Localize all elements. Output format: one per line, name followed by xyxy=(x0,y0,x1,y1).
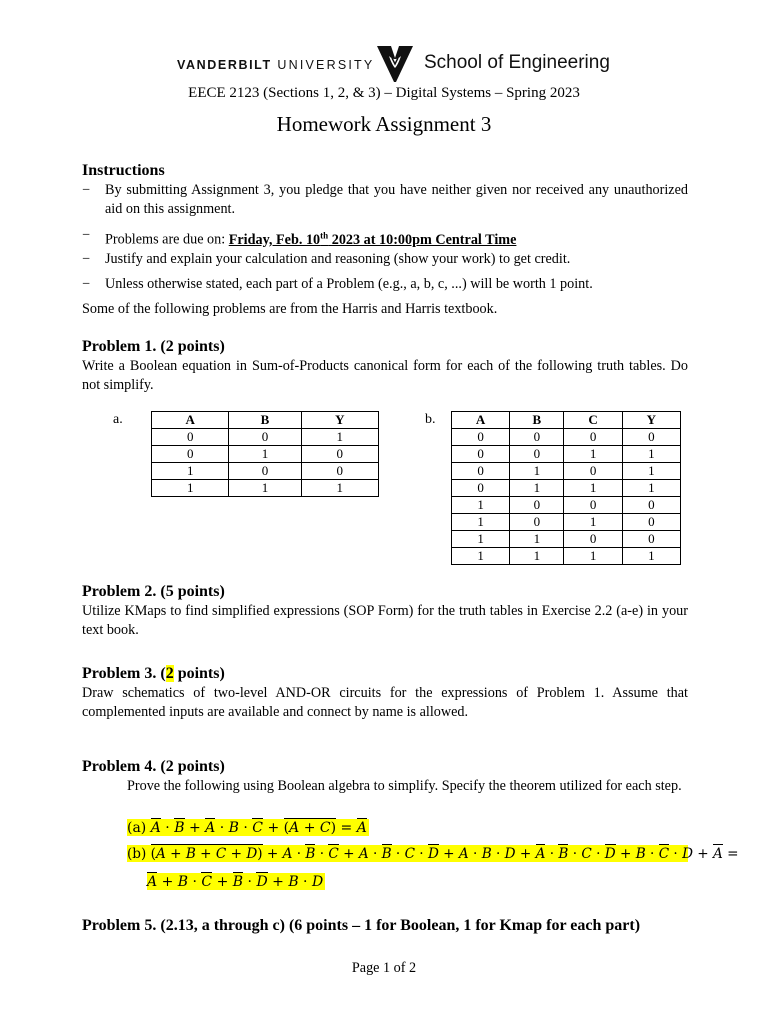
school-name: School of Engineering xyxy=(424,52,610,73)
vanderbilt-v-icon xyxy=(375,44,415,84)
table-cell: 1 xyxy=(564,548,622,565)
table-cell: 1 xyxy=(510,463,564,480)
table-cell: 0 xyxy=(452,446,510,463)
bullet-marker: − xyxy=(82,251,91,267)
table-cell: 1 xyxy=(564,480,622,497)
due-date: Friday, Feb. 10th 2023 at 10:00pm Central Time xyxy=(228,230,517,248)
university-wordmark: VANDERBILT UNIVERSITY xyxy=(177,58,375,72)
column-header: B xyxy=(229,412,301,429)
bullet-marker: − xyxy=(82,276,91,292)
table-cell: 1 xyxy=(622,446,680,463)
table-cell: 1 xyxy=(152,480,229,497)
column-header: Y xyxy=(301,412,378,429)
table-cell: 0 xyxy=(152,446,229,463)
column-header: A xyxy=(452,412,510,429)
instruction-points xyxy=(82,275,688,294)
instruction-points-text: Unless otherwise stated, each part of a Problem (e.g., a, b, c, ...) will be worth 1 point. xyxy=(105,276,593,292)
table-row xyxy=(452,514,681,531)
highlighted-points: 2 xyxy=(165,665,174,682)
table-cell: 1 xyxy=(452,548,510,565)
table-row xyxy=(152,429,379,446)
truth-table-a xyxy=(151,411,379,497)
instruction-justify-text: Justify and explain your calculation and reasoning (show your work) to get credit. xyxy=(105,251,571,267)
table-cell: 1 xyxy=(622,548,680,565)
table-cell: 0 xyxy=(301,446,378,463)
instructions-heading: Instructions xyxy=(82,162,165,179)
table-cell: 0 xyxy=(564,463,622,480)
page-title: Homework Assignment 3 xyxy=(276,112,492,136)
table-cell: 1 xyxy=(229,480,301,497)
table-row xyxy=(152,463,379,480)
table-cell: 1 xyxy=(301,480,378,497)
table-cell: 0 xyxy=(510,497,564,514)
table-row xyxy=(452,480,681,497)
table-row xyxy=(152,480,379,497)
table-row xyxy=(452,463,681,480)
table-b-label: b. xyxy=(425,412,436,427)
instruction-due-date xyxy=(82,226,688,248)
table-a-label: a. xyxy=(113,412,123,427)
table-cell: 0 xyxy=(229,463,301,480)
table-cell: 1 xyxy=(510,548,564,565)
problem-2-heading: Problem 2. (5 points) xyxy=(82,583,225,600)
column-header: Y xyxy=(622,412,680,429)
table-row xyxy=(452,446,681,463)
table-cell: 0 xyxy=(452,463,510,480)
page-number: Page 1 of 2 xyxy=(351,960,417,976)
instruction-pledge-text: By submitting Assignment 3, you pledge that you have neither given nor received any unauthorized aid on this assignment. xyxy=(105,182,688,217)
table-row xyxy=(452,429,681,446)
problem-3-text: Draw schematics of two-level AND-OR circuits for the expressions of Problem 1. Assume that complemented inputs are available and connect by name is allowed. xyxy=(82,685,688,720)
instruction-justify xyxy=(82,250,688,269)
column-header: B xyxy=(510,412,564,429)
table-cell: 1 xyxy=(301,429,378,446)
table-cell: 0 xyxy=(622,531,680,548)
table-cell: 1 xyxy=(452,531,510,548)
problem-4-text: Prove the following using Boolean algebra to simplify. Specify the theorem utilized for each step. xyxy=(127,778,682,794)
table-row xyxy=(452,497,681,514)
equation-b-line-1: (b) (A + B + C + D) + A · B · C + A · B · C · D + A · B · D + A · B · C · D + B · C · D + A = xyxy=(127,846,739,862)
table-cell: 0 xyxy=(622,514,680,531)
table-row xyxy=(452,531,681,548)
table-cell: 1 xyxy=(564,514,622,531)
table-cell: 0 xyxy=(152,429,229,446)
bullet-marker: − xyxy=(82,182,91,198)
instruction-pledge xyxy=(82,181,688,219)
bullet-marker: − xyxy=(82,227,91,243)
table-cell: 0 xyxy=(301,463,378,480)
table-cell: 0 xyxy=(510,429,564,446)
table-cell: 0 xyxy=(452,429,510,446)
problem-2-text: Utilize KMaps to find simplified expressions (SOP Form) for the truth tables in Exercise 2.2 (a-e) in your text book. xyxy=(82,603,688,638)
table-row xyxy=(152,446,379,463)
textbook-note: Some of the following problems are from the Harris and Harris textbook. xyxy=(82,301,498,317)
table-cell: 1 xyxy=(229,446,301,463)
equation-b-line-2: A + B · C + B · D + B · D xyxy=(147,874,324,890)
problem-4-heading: Problem 4. (2 points) xyxy=(82,758,225,775)
truth-table-b xyxy=(451,411,681,565)
problem-3-heading: Problem 3. (2 points) xyxy=(82,665,225,682)
table-cell: 1 xyxy=(510,531,564,548)
table-cell: 1 xyxy=(622,480,680,497)
table-cell: 1 xyxy=(510,480,564,497)
table-cell: 1 xyxy=(564,446,622,463)
table-cell: 0 xyxy=(510,514,564,531)
column-header: C xyxy=(564,412,622,429)
table-cell: 0 xyxy=(564,497,622,514)
problem-5-heading: Problem 5. (2.13, a through c) (6 points – 1 for Boolean, 1 for Kmap for each part) xyxy=(82,917,641,934)
table-row xyxy=(452,548,681,565)
table-cell: 0 xyxy=(564,429,622,446)
table-cell: 0 xyxy=(452,480,510,497)
table-cell: 1 xyxy=(452,497,510,514)
table-cell: 1 xyxy=(152,463,229,480)
instruction-due-text: Problems are due on: Friday, Feb. 10th 2023 at 10:00pm Central Time xyxy=(105,230,517,248)
problem-1-heading: Problem 1. (2 points) xyxy=(82,338,225,355)
table-cell: 1 xyxy=(452,514,510,531)
table-cell: 0 xyxy=(564,531,622,548)
table-cell: 0 xyxy=(622,497,680,514)
column-header: A xyxy=(152,412,229,429)
table-cell: 0 xyxy=(510,446,564,463)
course-line: EECE 2123 (Sections 1, 2, & 3) – Digital Systems – Spring 2023 xyxy=(188,85,580,101)
problem-1-text: Write a Boolean equation in Sum-of-Products canonical form for each of the following truth tables. Do not simplify. xyxy=(82,358,688,393)
table-cell: 0 xyxy=(229,429,301,446)
table-cell: 0 xyxy=(622,429,680,446)
table-cell: 1 xyxy=(622,463,680,480)
equation-a: (a) A · B + A · B · C + (A + C) = A xyxy=(127,820,367,836)
